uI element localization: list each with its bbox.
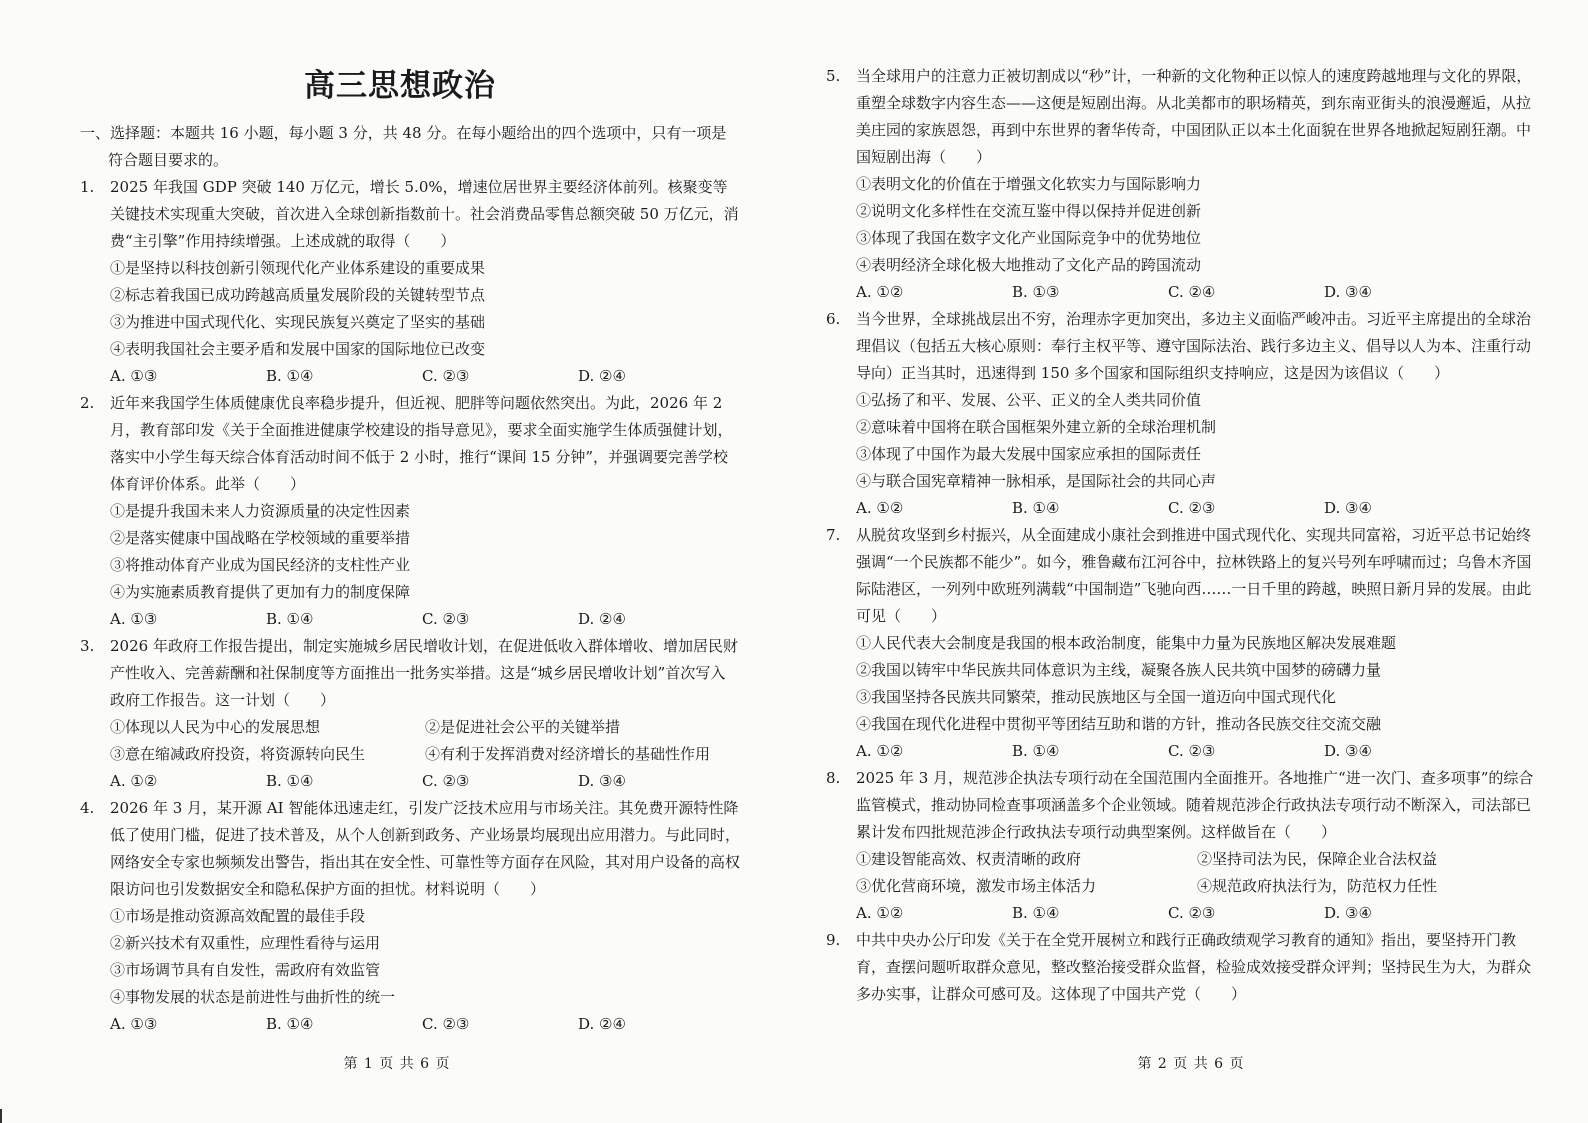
answer-a: A. ①② xyxy=(110,772,158,790)
answer-choices xyxy=(856,738,1538,765)
question-number: 5. xyxy=(826,67,841,85)
option: ④有利于发挥消费对经济增长的基础性作用 xyxy=(425,745,711,763)
answer-d: D. ③④ xyxy=(1324,499,1372,517)
option-row xyxy=(110,741,740,768)
answer-c: C. ②③ xyxy=(422,367,470,385)
answer-a: A. ①② xyxy=(856,499,904,517)
option: ③体现了中国作为最大发展中国家应承担的国际责任 xyxy=(856,445,1202,463)
option: ④与联合国宪章精神一脉相承，是国际社会的共同心声 xyxy=(856,472,1217,490)
question-number: 6. xyxy=(826,310,841,328)
option: ②新兴技术有双重性，应理性看待与运用 xyxy=(110,934,381,952)
answer-choices xyxy=(110,606,740,633)
answer-choices xyxy=(110,363,740,390)
answer-b: B. ①④ xyxy=(266,367,314,385)
answer-d: D. ②④ xyxy=(578,610,626,628)
option: ③将推动体育产业成为国民经济的支柱性产业 xyxy=(110,556,411,574)
page-footer: 第 1 页 共 6 页 xyxy=(343,1056,451,1072)
option: ②标志着我国已成功跨越高质量发展阶段的关键转型节点 xyxy=(110,286,486,304)
question-1 xyxy=(80,174,740,390)
option: ④表明经济全球化极大地推动了文化产品的跨国流动 xyxy=(856,256,1202,274)
option: ①体现以人民为中心的发展思想 xyxy=(110,718,321,736)
question-stem: 2026 年政府工作报告提出，制定实施城乡居民增收计划，在促进低收入群体增收、增加居民财产性收入、完善薪酬和社保制度等方面推出一批务实举措。这是“城乡居民增收计划”首次写入政府工作报告。这一计划（ ） xyxy=(110,637,738,709)
question-stem: 从脱贫攻坚到乡村振兴，从全面建成小康社会到推进中国式现代化、实现共同富裕，习近平总书记始终强调“一个民族都不能少”。如今，雅鲁藏布江河谷中，拉林铁路上的复兴号列车呼啸而过；乌鲁木齐国际陆港区，一列列中欧班列满载“中国制造”飞驰向西……一日千里的跨越，映照日新月异的发展。由此可见（ ） xyxy=(856,526,1532,625)
option: ②是促进社会公平的关键举措 xyxy=(425,718,621,736)
question-stem: 2025 年我国 GDP 突破 140 万亿元，增长 5.0%，增速位居世界主要经济体前列。核聚变等关键技术实现重大突破，首次进入全球创新指数前十。社会消费品零售总额突破 50 万亿元，消费“主引擎”作用持续增强。上述成就的取得（ ） xyxy=(110,178,739,250)
option: ①弘扬了和平、发展、公平、正义的全人类共同价值 xyxy=(856,391,1202,409)
answer-b: B. ①④ xyxy=(266,610,314,628)
answer-d: D. ③④ xyxy=(1324,904,1372,922)
option: ④我国在现代化进程中贯彻平等团结互助和谐的方针，推动各民族交往交流交融 xyxy=(856,715,1382,733)
option: ③我国坚持各民族共同繁荣，推动民族地区与全国一道迈向中国式现代化 xyxy=(856,688,1337,706)
question-number: 8. xyxy=(826,769,841,787)
section-heading: 一、选择题：本题共 16 小题，每小题 3 分，共 48 分。在每小题给出的四个选项中，只有一项是 符合题目要求的。 xyxy=(80,124,727,169)
answer-d: D. ③④ xyxy=(1324,742,1372,760)
question-8 xyxy=(826,765,1538,927)
question-number: 7. xyxy=(826,526,841,544)
question-stem: 当今世界，全球挑战层出不穷，治理赤字更加突出，多边主义面临严峻冲击。习近平主席提出的全球治理倡议（包括五大核心原则：奉行主权平等、遵守国际法治、践行多边主义、倡导以人为本、注重行动导向）正当其时，迅速得到 150 多个国家和国际组织支持响应，这是因为该倡议（ ） xyxy=(856,310,1532,382)
answer-d: D. ③④ xyxy=(1324,283,1372,301)
answer-a: A. ①② xyxy=(856,742,904,760)
answer-choices xyxy=(856,900,1538,927)
question-number: 2. xyxy=(80,394,95,412)
answer-b: B. ①④ xyxy=(266,772,314,790)
page-1-content xyxy=(80,120,740,1038)
answer-a: A. ①② xyxy=(856,904,904,922)
question-2 xyxy=(80,390,740,633)
answer-d: D. ③④ xyxy=(578,772,626,790)
answer-c: C. ②③ xyxy=(422,1015,470,1033)
answer-b: B. ①③ xyxy=(1012,283,1060,301)
answer-a: A. ①② xyxy=(856,283,904,301)
question-6 xyxy=(826,306,1538,522)
option: ①市场是推动资源高效配置的最佳手段 xyxy=(110,907,366,925)
answer-c: C. ②③ xyxy=(422,772,470,790)
option: ①是坚持以科技创新引领现代化产业体系建设的重要成果 xyxy=(110,259,486,277)
question-number: 4. xyxy=(80,799,95,817)
option: ②说明文化多样性在交流互鉴中得以保持并促进创新 xyxy=(856,202,1202,220)
answer-b: B. ①④ xyxy=(1012,742,1060,760)
answer-c: C. ②③ xyxy=(1168,742,1216,760)
page-2-content xyxy=(826,63,1538,1008)
answer-a: A. ①③ xyxy=(110,1015,158,1033)
answer-b: B. ①④ xyxy=(1012,904,1060,922)
question-7 xyxy=(826,522,1538,765)
option: ①是提升我国未来人力资源质量的决定性因素 xyxy=(110,502,411,520)
question-stem: 2026 年 3 月，某开源 AI 智能体迅速走红，引发广泛技术应用与市场关注。其免费开源特性降低了使用门槛，促进了技术普及，从个人创新到政务、产业场景均展现出应用潜力。与此同时，网络安全专家也频频发出警告，指出其在安全性、可靠性等方面存在风险，其对用户设备的高权限访问也引发数据安全和隐私保护方面的担忧。材料说明（ ） xyxy=(110,799,741,898)
answer-b: B. ①④ xyxy=(266,1015,314,1033)
option: ①表明文化的价值在于增强文化软实力与国际影响力 xyxy=(856,175,1202,193)
option: ②坚持司法为民，保障企业合法权益 xyxy=(1197,850,1438,868)
answer-choices xyxy=(856,279,1538,306)
answer-choices xyxy=(856,495,1538,522)
answer-a: A. ①③ xyxy=(110,610,158,628)
answer-choices xyxy=(110,768,740,795)
answer-b: B. ①④ xyxy=(1012,499,1060,517)
option: ①人民代表大会制度是我国的根本政治制度，能集中力量为民族地区解决发展难题 xyxy=(856,634,1397,652)
answer-c: C. ②③ xyxy=(1168,499,1216,517)
option: ③市场调节具有自发性，需政府有效监管 xyxy=(110,961,381,979)
question-number: 9. xyxy=(826,931,841,949)
answer-c: C. ②③ xyxy=(422,610,470,628)
option: ③体现了我国在数字文化产业国际竞争中的优势地位 xyxy=(856,229,1202,247)
option: ③优化营商环境，激发市场主体活力 xyxy=(856,877,1097,895)
option: ④为实施素质教育提供了更加有力的制度保障 xyxy=(110,583,411,601)
question-9 xyxy=(826,927,1538,1008)
answer-a: A. ①③ xyxy=(110,367,158,385)
option-row xyxy=(856,846,1538,873)
question-4 xyxy=(80,795,740,1038)
option: ②是落实健康中国战略在学校领域的重要举措 xyxy=(110,529,411,547)
option-row xyxy=(856,873,1538,900)
option: ④表明我国社会主要矛盾和发展中国家的国际地位已改变 xyxy=(110,340,486,358)
option: ①建设智能高效、权责清晰的政府 xyxy=(856,850,1082,868)
option: ④事物发展的状态是前进性与曲折性的统一 xyxy=(110,988,396,1006)
option: ③意在缩减政府投资，将资源转向民生 xyxy=(110,745,366,763)
exam-title: 高三思想政治 xyxy=(304,68,496,104)
option: ②我国以铸牢中华民族共同体意识为主线，凝聚各族人民共筑中国梦的磅礴力量 xyxy=(856,661,1382,679)
answer-d: D. ②④ xyxy=(578,367,626,385)
page-footer: 第 2 页 共 6 页 xyxy=(1137,1056,1245,1072)
answer-choices xyxy=(110,1011,740,1038)
answer-c: C. ②③ xyxy=(1168,904,1216,922)
question-stem: 中共中央办公厅印发《关于在全党开展树立和践行正确政绩观学习教育的通知》指出，要坚持开门教育，查摆问题听取群众意见，整改整治接受群众监督，检验成效接受群众评判；坚持民生为大，为群众多办实事，让群众可感可及。这体现了中国共产党（ ） xyxy=(856,931,1532,1003)
page-2 xyxy=(794,0,1588,1123)
answer-d: D. ②④ xyxy=(578,1015,626,1033)
scan-edge-mark xyxy=(0,1109,24,1123)
option: ③为推进中国式现代化、实现民族复兴奠定了坚实的基础 xyxy=(110,313,486,331)
option-row xyxy=(110,714,740,741)
question-number: 1. xyxy=(80,178,95,196)
question-stem: 近年来我国学生体质健康优良率稳步提升，但近视、肥胖等问题依然突出。为此，2026 年 2 月，教育部印发《关于全面推进健康学校建设的指导意见》，要求全面实施学生体质强健计划，落实中小学生每天综合体育活动时间不低于 2 小时，推行“课间 15 分钟”，并强调要完善学校体育评价体系。此举（ ） xyxy=(110,394,733,493)
answer-c: C. ②④ xyxy=(1168,283,1216,301)
question-stem: 2025 年 3 月，规范涉企执法专项行动在全国范围内全面推开。各地推广“进一次门、查多项事”的综合监管模式，推动协同检查事项涵盖多个企业领域。随着规范涉企行政执法专项行动不断深入，司法部已累计发布四批规范涉企行政执法专项行动典型案例。这样做旨在（ ） xyxy=(856,769,1534,841)
question-number: 3. xyxy=(80,637,95,655)
question-3 xyxy=(80,633,740,795)
option: ②意味着中国将在联合国框架外建立新的全球治理机制 xyxy=(856,418,1217,436)
question-stem: 当全球用户的注意力正被切割成以“秒”计，一种新的文化物种正以惊人的速度跨越地理与文化的界限，重塑全球数字内容生态——这便是短剧出海。从北美都市的职场精英，到东南亚街头的浪漫邂逅，从拉美庄园的家族恩怨，再到中东世界的奢华传奇，中国团队正以本土化面貌在世界各地掀起短剧狂潮。中国短剧出海（ ） xyxy=(856,67,1532,166)
question-5 xyxy=(826,63,1538,306)
option: ④规范政府执法行为，防范权力任性 xyxy=(1197,877,1438,895)
